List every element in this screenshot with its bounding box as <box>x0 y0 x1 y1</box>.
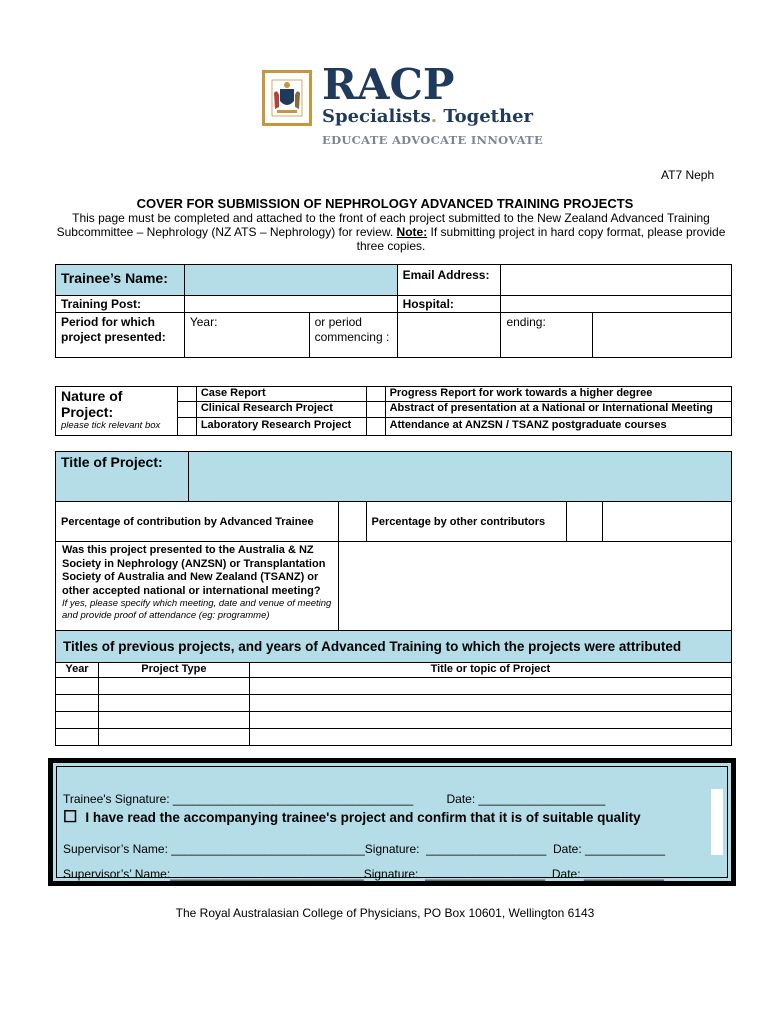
checkbox-attendance[interactable] <box>366 418 385 436</box>
table-row-cell[interactable] <box>98 695 249 712</box>
email-label: Email Address: <box>397 265 501 296</box>
project-details-table <box>55 451 732 631</box>
intro-text: This page must be completed and attached to the front of each project submitted to the New Zealand Advanced Training Subcommittee – Nephrology (NZ ATS – Nephrology) for review. Note: If submitting project in hard copy format, please provide three copies. <box>56 211 726 253</box>
checkbox-abstract[interactable] <box>366 402 385 418</box>
signature-box <box>48 758 736 886</box>
trainee-signature-line[interactable]: Trainee's Signature: ____________________________________ Date: ___________________ <box>63 792 606 806</box>
supervisor-signature-line-1[interactable]: Supervisor’s Name: _____________________________Signature: __________________ Date: ____________ <box>63 842 666 856</box>
hospital-label: Hospital: <box>397 296 501 313</box>
col-project-type: Project Type <box>98 663 249 678</box>
logo-tagline: Specialists. Together <box>322 106 534 127</box>
presented-answer-field[interactable] <box>338 542 731 631</box>
pct-other-label: Percentage by other contributors <box>366 502 567 542</box>
crest-icon <box>271 79 303 117</box>
confirm-text: I have read the accompanying trainee's project and confirm that it is of suitable quality <box>85 810 641 825</box>
training-post-field[interactable] <box>184 296 397 313</box>
table-row-cell[interactable] <box>98 712 249 729</box>
pct-other-field[interactable] <box>567 502 603 542</box>
option-abstract: Abstract of presentation at a National or International Meeting <box>385 402 731 418</box>
table-row-cell[interactable] <box>98 678 249 695</box>
nature-label: Nature of Project: <box>61 388 123 420</box>
checkbox-clinical-research[interactable] <box>177 402 196 418</box>
signature-box-inner <box>56 766 728 881</box>
page-title: COVER FOR SUBMISSION OF NEPHROLOGY ADVANCED TRAINING PROJECTS <box>136 196 634 211</box>
pct-trainee-field[interactable] <box>338 502 366 542</box>
option-attendance: Attendance at ANZSN / TSANZ postgraduate courses <box>385 418 731 436</box>
training-post-label: Training Post: <box>56 296 185 313</box>
previous-projects-table <box>55 630 732 746</box>
table-row-cell[interactable] <box>56 695 99 712</box>
presented-hint: If yes, please specify which meeting, date and venue of meeting and provide proof of attendance (eg: programme) <box>62 598 332 621</box>
checkbox-progress-report[interactable] <box>366 387 385 402</box>
presented-question: Was this project presented to the Australia & NZ Society in Nephrology (ANZSN) or Transplantation Society of Australia and New Zealand (TSANZ) or other accepted national or international meeting? <box>62 544 326 597</box>
pct-other-extra-field[interactable] <box>603 502 732 542</box>
col-year: Year <box>56 663 99 678</box>
email-field[interactable] <box>501 265 732 296</box>
confirm-checkbox[interactable]: ☐ <box>63 809 78 826</box>
table-row-cell[interactable] <box>98 729 249 746</box>
commencing-label: or period commencing : <box>309 313 397 358</box>
confirm-row <box>63 807 641 827</box>
checkbox-laboratory-research[interactable] <box>177 418 196 436</box>
option-laboratory-research: Laboratory Research Project <box>196 418 366 436</box>
pct-trainee-label: Percentage of contribution by Advanced Trainee <box>56 502 339 542</box>
year-field[interactable] <box>184 313 309 358</box>
previous-projects-heading: Titles of previous projects, and years of Advanced Training to which the projects were attributed <box>56 631 732 663</box>
option-case-report: Case Report <box>196 387 366 402</box>
table-row-cell[interactable] <box>56 678 99 695</box>
hospital-field[interactable] <box>501 296 732 313</box>
option-clinical-research: Clinical Research Project <box>196 402 366 418</box>
logo-motto: EDUCATE ADVOCATE INNOVATE <box>322 133 544 147</box>
option-progress-report: Progress Report for work towards a higher degree <box>385 387 731 402</box>
period-label: Period for which project presented: <box>56 313 185 358</box>
signature-box-margin <box>711 789 723 855</box>
commencing-field[interactable] <box>397 313 501 358</box>
form-code: AT7 Neph <box>661 168 715 182</box>
year-label: Year: <box>189 315 218 329</box>
logo-racp: RACP <box>322 60 455 109</box>
table-row-cell[interactable] <box>249 712 731 729</box>
ending-label: ending: <box>501 313 593 358</box>
trainee-name-field[interactable] <box>184 265 397 296</box>
trainee-name-label: Trainee’s Name: <box>56 265 185 296</box>
table-row-cell[interactable] <box>56 712 99 729</box>
nature-label-cell <box>56 387 178 436</box>
footer-address: The Royal Australasian College of Physicians, PO Box 10601, Wellington 6143 <box>175 906 595 920</box>
table-row-cell[interactable] <box>249 678 731 695</box>
project-title-label: Title of Project: <box>56 452 189 502</box>
nature-of-project-table <box>55 386 732 436</box>
table-row-cell[interactable] <box>56 729 99 746</box>
presented-question-cell <box>56 542 339 631</box>
ending-field[interactable] <box>593 313 732 358</box>
project-title-field[interactable] <box>188 452 731 502</box>
col-title: Title or topic of Project <box>249 663 731 678</box>
checkbox-case-report[interactable] <box>177 387 196 402</box>
nature-hint: please tick relevant box <box>61 420 161 431</box>
trainee-details-table <box>55 264 732 358</box>
table-row-cell[interactable] <box>249 695 731 712</box>
table-row-cell[interactable] <box>249 729 731 746</box>
supervisor-signature-line-2[interactable]: Supervisor’s’ Name:_____________________________Signature: __________________ Date: ____________ <box>63 867 664 881</box>
college-crest-logo <box>262 70 312 126</box>
